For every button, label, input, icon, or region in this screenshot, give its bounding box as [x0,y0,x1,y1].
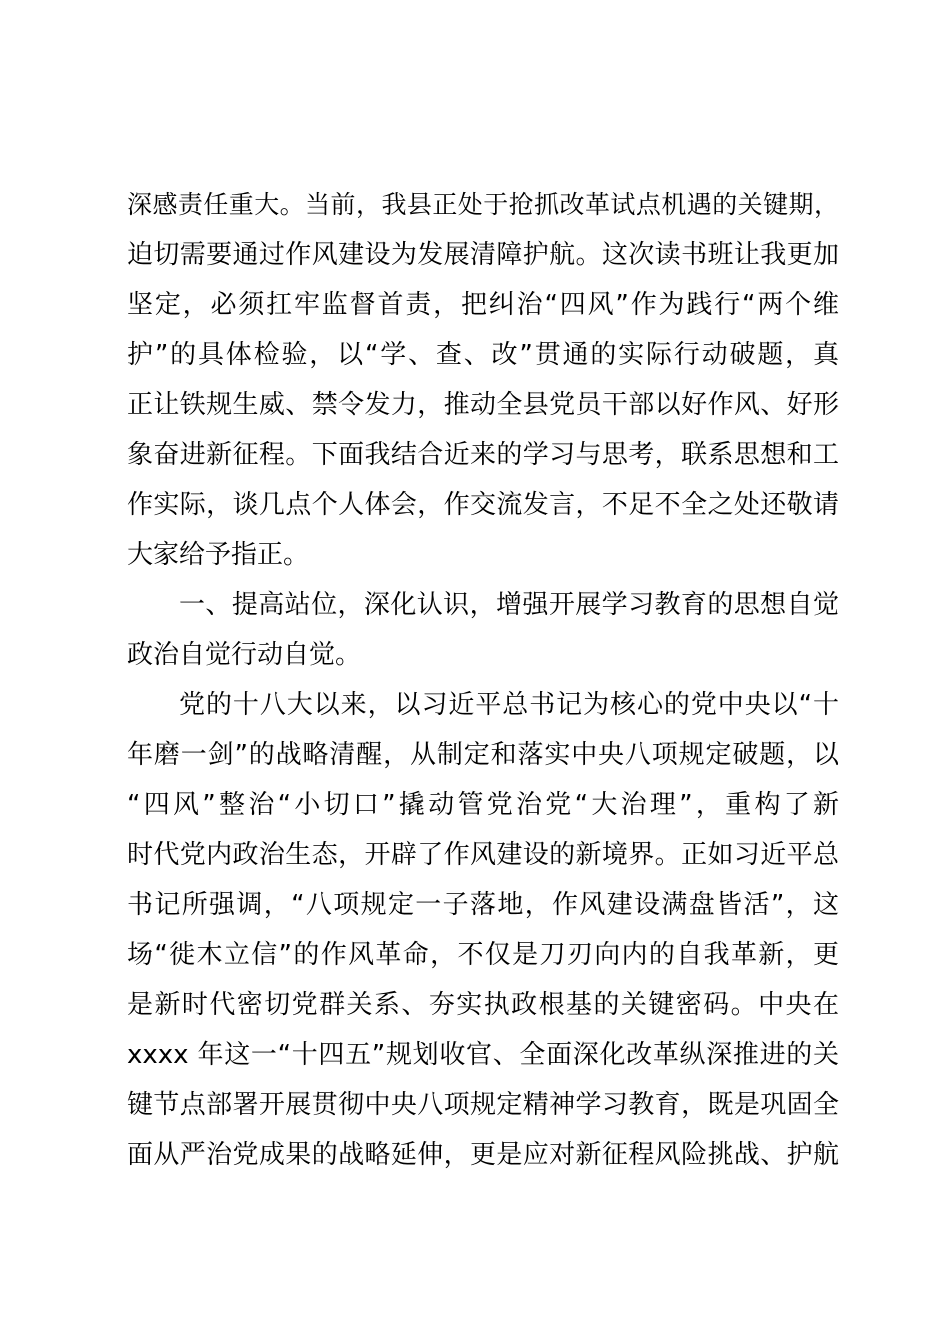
paragraph-body [127,680,839,1180]
text-line: 是新时代密切党群关系、夯实执政根基的关键密码。中央在 [127,990,839,1020]
text-line: 护”的具体检验，以“学、查、改”贯通的实际行动破题，真 [127,340,839,370]
text-line: 迫切需要通过作风建设为发展清障护航。这次读书班让我更加 [127,240,839,270]
text-line: “四风”整治“小切口”撬动管党治党“大治理”，重构了新 [127,790,839,820]
text-line: 时代党内政治生态，开辟了作风建设的新境界。正如习近平总 [127,840,839,870]
text-line: 年磨一剑”的战略清醒，从制定和落实中央八项规定破题，以 [127,740,839,770]
text-line: 正让铁规生威、禁令发力，推动全县党员干部以好作风、好形 [127,390,839,420]
heading-line: 一、提高站位，深化认识，增强开展学习教育的思想自觉 [179,590,839,620]
text-line: xxxx 年这一“十四五”规划收官、全面深化改革纵深推进的关 [127,1040,839,1070]
text-line: 大家给予指正。 [127,540,310,570]
text-line: 深感责任重大。当前，我县正处于抢抓改革试点机遇的关键期， [127,190,839,219]
heading-line: 政治自觉行动自觉。 [127,640,362,670]
text-line: 键节点部署开展贯彻中央八项规定精神学习教育，既是巩固全 [127,1090,839,1120]
text-line: 作实际，谈几点个人体会，作交流发言，不足不全之处还敬请 [127,490,839,520]
paragraph-intro [127,180,839,580]
text-line: 场“徙木立信”的作风革命，不仅是刀刃向内的自我革新，更 [127,940,839,970]
text-line: 象奋进新征程。下面我结合近来的学习与思考，联系思想和工 [127,440,839,470]
text-line: 面从严治党成果的战略延伸，更是应对新征程风险挑战、护航 [127,1140,839,1170]
text-line: 坚定，必须扛牢监督首责，把纠治“四风”作为践行“两个维 [127,290,839,320]
text-line: 党的十八大以来，以习近平总书记为核心的党中央以“十 [179,690,839,720]
section-heading [127,580,839,680]
text-line: 书记所强调，“八项规定一子落地，作风建设满盘皆活”，这 [127,890,839,920]
body-text [127,180,839,1180]
